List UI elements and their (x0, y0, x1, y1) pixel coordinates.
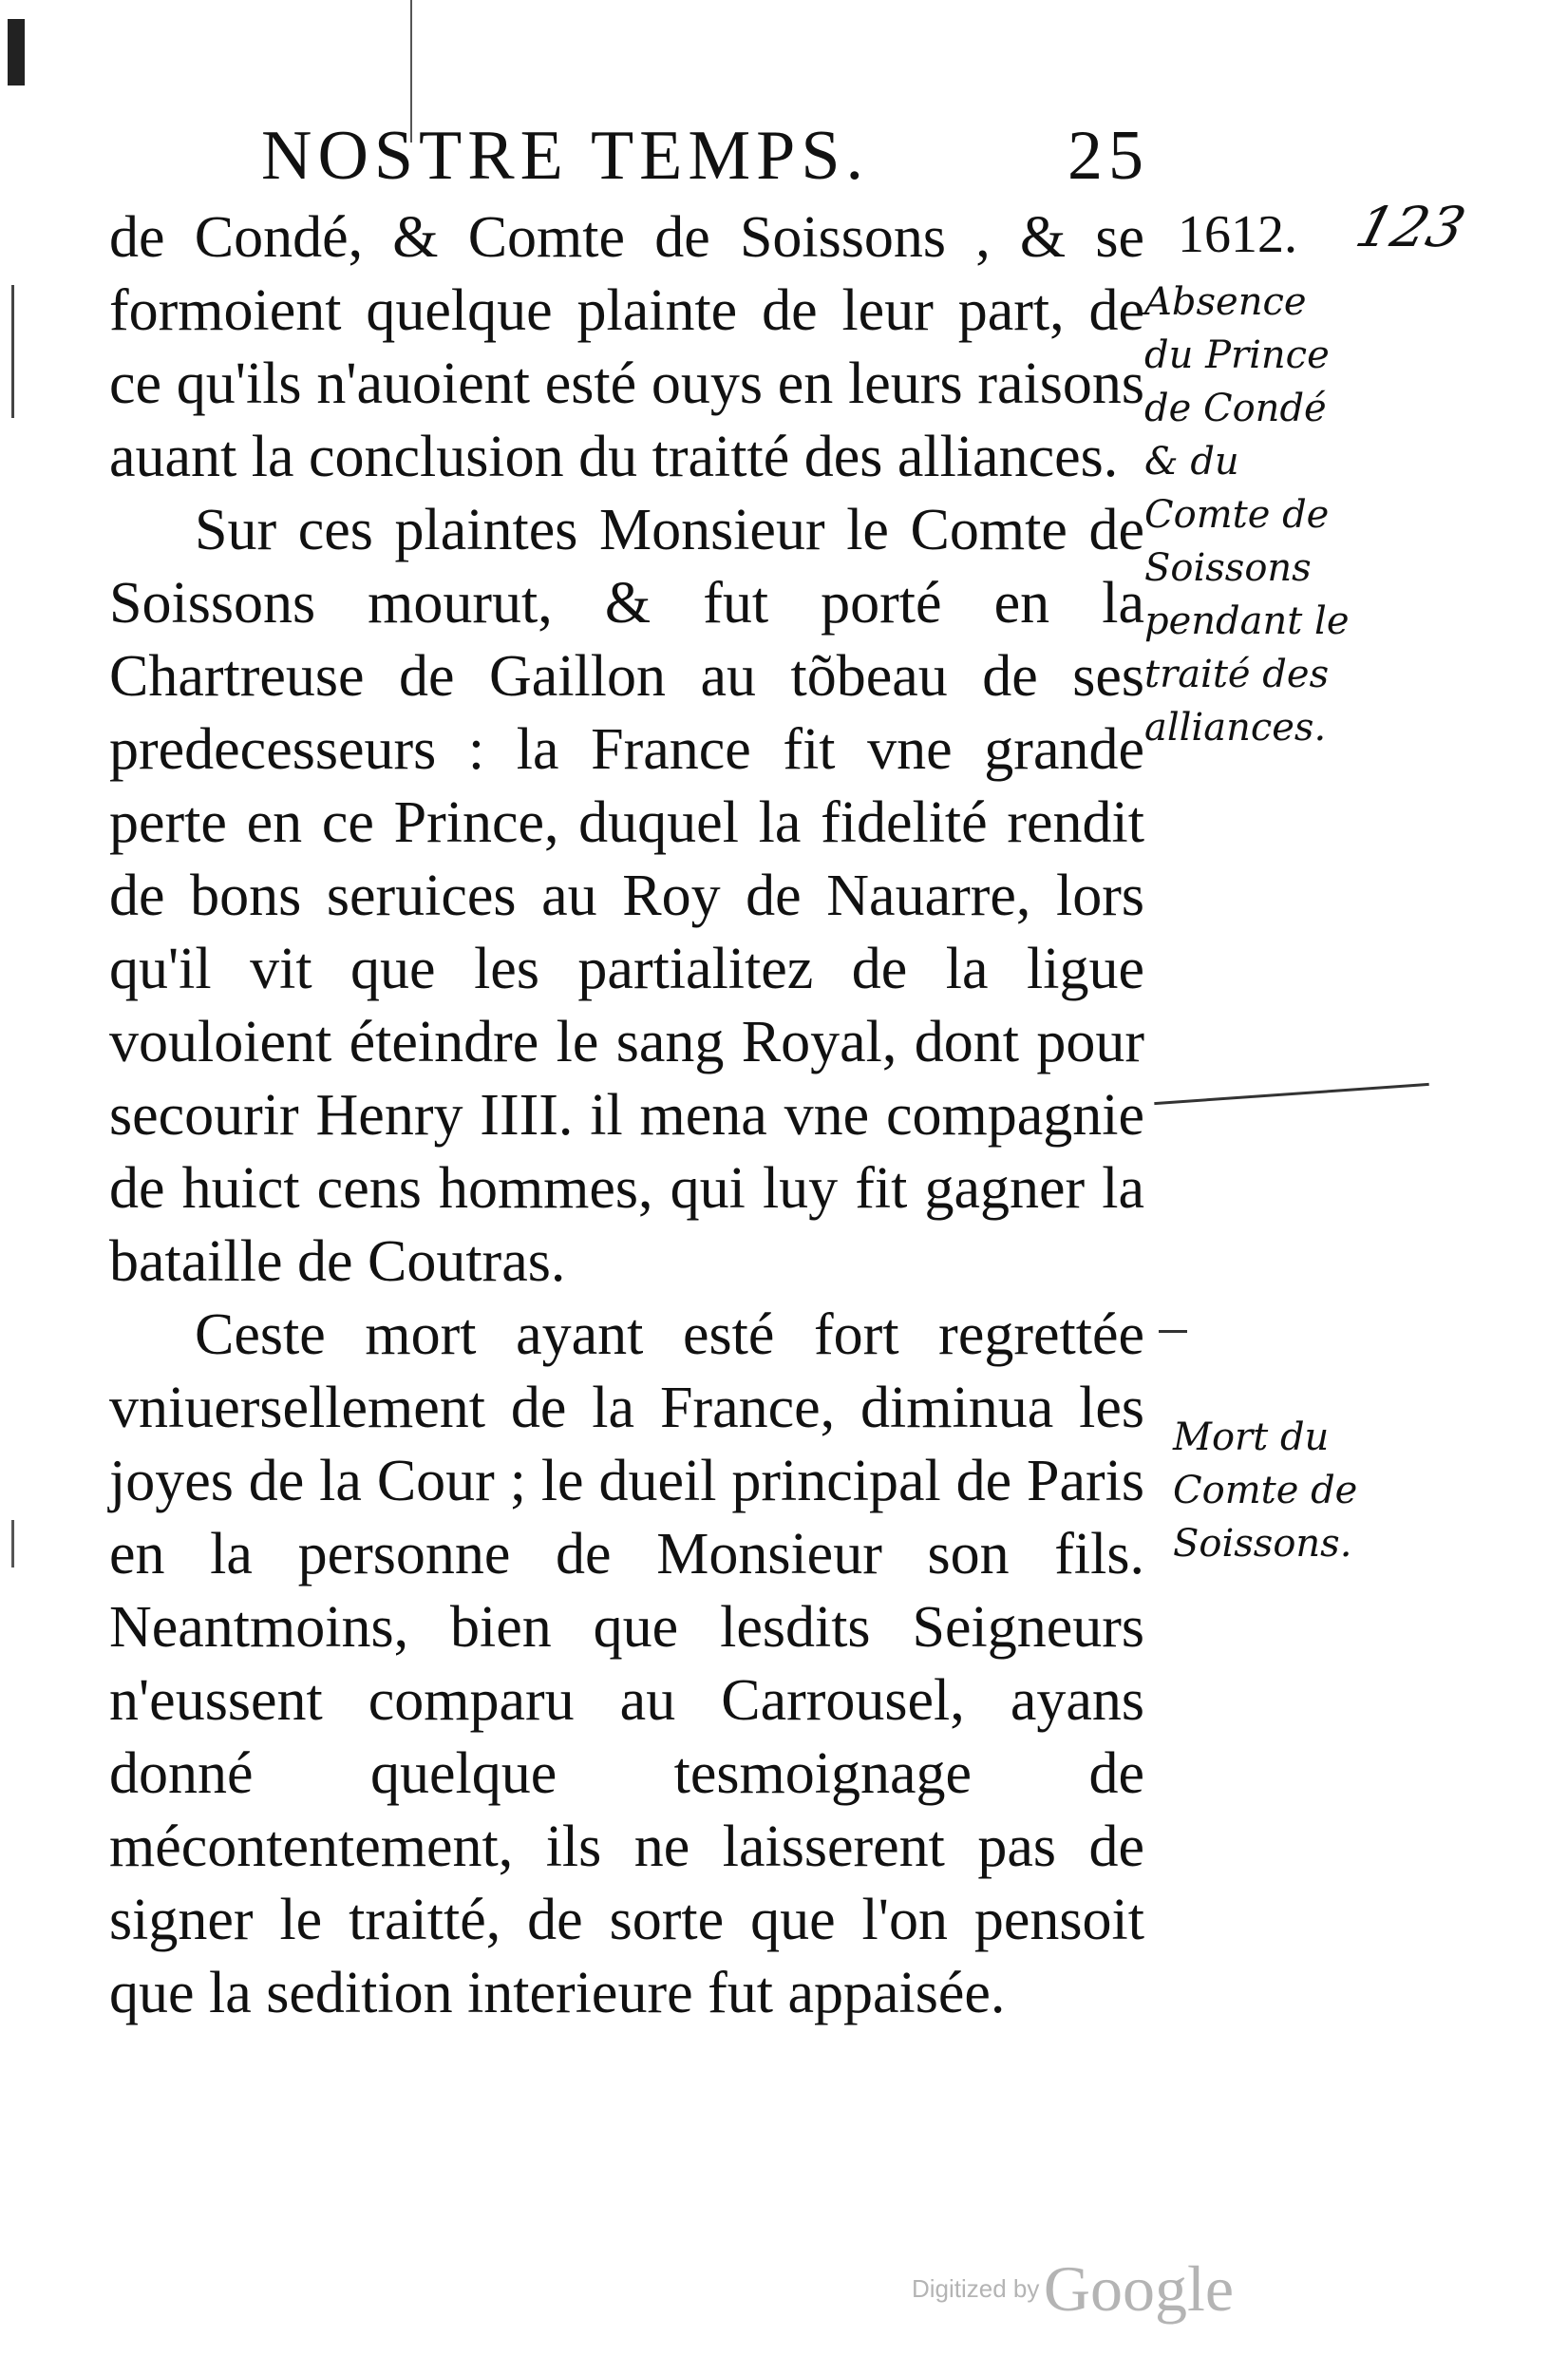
page-number: 25 (1067, 117, 1149, 195)
margin-note-absence: Absence du Prince de Condé & du Comte de Soissons pendant le traité des alliances. (1144, 280, 1350, 750)
running-header (261, 116, 1173, 201)
paragraph-1: de Condé, & Comte de Soissons , & se formoient quelque plainte de leur part, de ce qu'ils n'auoient esté ouys en leurs raisons auant la conclusion du traitté des alliances. (109, 205, 1144, 489)
hand-drawn-line (1159, 1330, 1187, 1333)
paragraph-3: Ceste mort ayant esté fort regrettée vniuersellement de la France, diminua les joyes de la Cour ; le dueil principal de Paris en la personne de Monsieur son fils. Neantmoins, bien que lesdits Seigneurs n'eussent comparu au Carrousel, ayans donné quelque tesmoignage de mécontentement, ils ne laisserent pas de signer le traitté, de sorte que l'on pensoit que la sedition interieure fut appaisée. (109, 1302, 1144, 2025)
margin-note-mort: Mort du Comte de Soissons. (1173, 1416, 1358, 1566)
paragraph-2: Sur ces plaintes Monsieur le Comte de Soissons mourut, & fut porté en la Chartreuse de Gaillon au tõbeau de ses predecesseurs : la France fit vne grande perte en ce Prince, duquel la fidelité rendit de bons seruices au Roy de Nauarre, lors qu'il vit que les partialitez de la ligue vouloient éteindre le sang Royal, dont pour secourir Henry IIII. il mena vne compagnie de huict cens hommes, qui luy fit gagner la bataille de Coutras. (109, 498, 1144, 1294)
margin-year: 1612. (1178, 205, 1297, 264)
scan-edge-mark (11, 285, 14, 418)
running-title: NOSTRE TEMPS. (261, 117, 869, 195)
digitized-watermark (912, 2252, 1234, 2327)
watermark-prefix: Digitized by (912, 2274, 1040, 2303)
google-logo: Google (1043, 2252, 1235, 2325)
hand-drawn-line (1154, 1083, 1429, 1105)
handwritten-annotation: 123 (1349, 195, 1472, 259)
body-text (109, 201, 1144, 2030)
scan-edge-mark (11, 1520, 14, 1568)
scan-edge-mark (8, 19, 25, 86)
